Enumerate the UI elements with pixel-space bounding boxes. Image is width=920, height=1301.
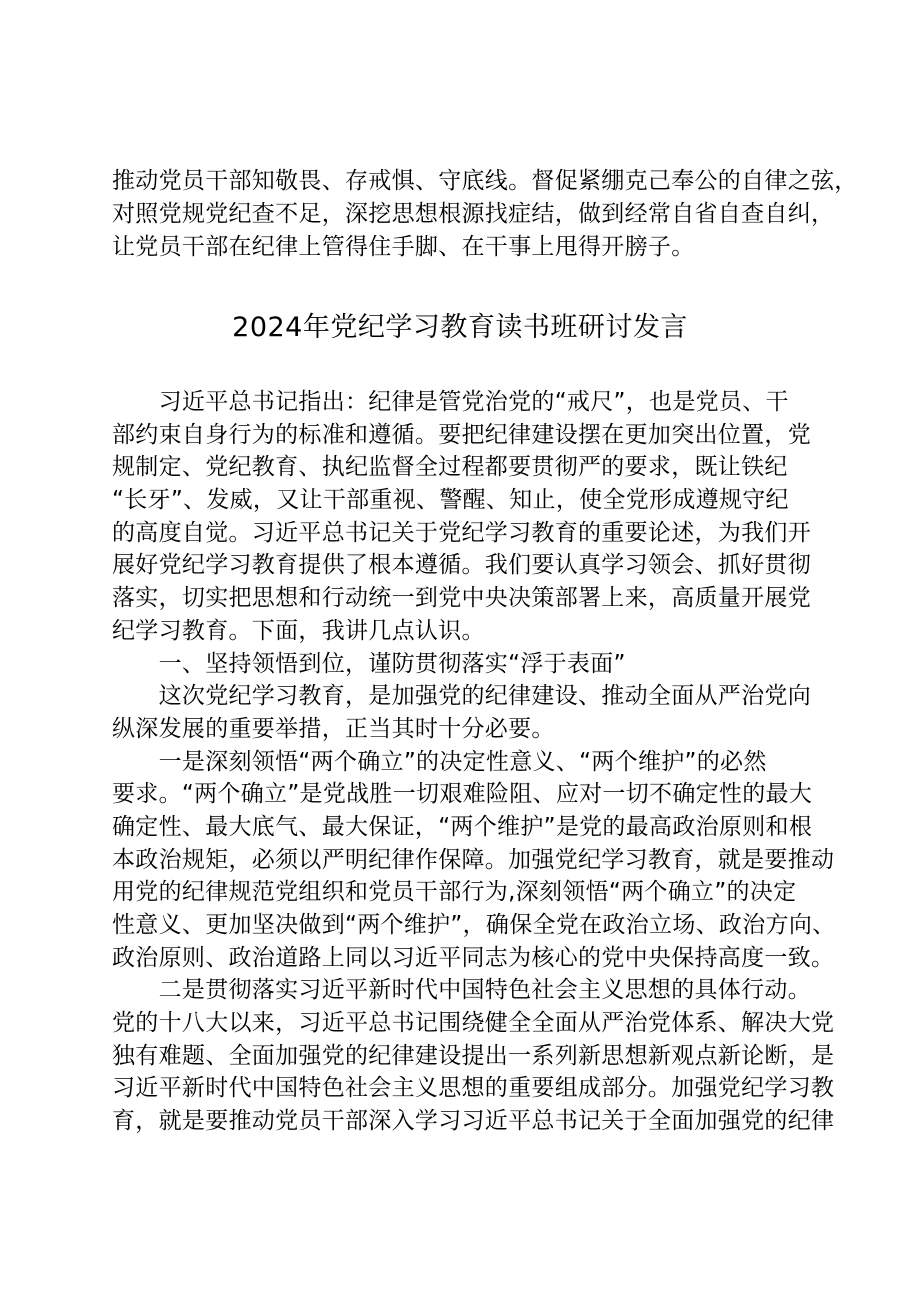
body-line: 规制定、党纪教育、执纪监督全过程都要贯彻严的要求，既让铁纪 <box>112 454 788 481</box>
body-line: 纪学习教育。下面，我讲几点认识。 <box>112 617 485 644</box>
body-line: 落实，切实把思想和行动统一到党中央决策部署上来，高质量开展党 <box>112 585 811 612</box>
body-line: 展好党纪学习教育提供了根本遵循。我们要认真学习领会、抓好贯彻 <box>112 552 811 579</box>
body-line: “长牙”、发威，又让干部重视、警醒、知止，使全党形成遵规守纪 <box>112 487 789 514</box>
body-text <box>112 386 836 1138</box>
body-line: 要求。“两个确立”是党战胜一切艰难险阻、应对一切不确定性的最大 <box>112 781 813 808</box>
intro-line: 推动党员干部知敬畏、存戒惧、守底线。督促紧绷克己奉公的自律之弦， <box>112 168 858 194</box>
body-line: 确定性、最大底气、最大保证，“两个维护”是党的最高政治原则和根 <box>112 813 813 840</box>
intro-line: 让党员干部在纪律上管得住手脚、在干事上甩得开膀子。 <box>112 234 695 260</box>
body-line: 的高度自觉。习近平总书记关于党纪学习教育的重要论述，为我们开 <box>112 519 811 546</box>
body-line: 习近平总书记指出：纪律是管党治党的“戒尺”，也是党员、干 <box>112 389 789 415</box>
body-line: 育，就是要推动党员干部深入学习习近平总书记关于全面加强党的纪律 <box>112 1108 835 1135</box>
body-line: 部约束自身行为的标准和遵循。要把纪律建设摆在更加突出位置，党 <box>112 421 811 448</box>
body-line: 纵深发展的重要举措，正当其时十分必要。 <box>112 715 555 742</box>
body-line: 本政治规矩，必须以严明纪律作保障。加强党纪学习教育，就是要推动 <box>112 846 835 873</box>
body-line: 这次党纪学习教育，是加强党的纪律建设、推动全面从严治党向 <box>112 683 811 710</box>
section-heading: 一、坚持领悟到位，谨防贯彻落实“浮于表面” <box>112 650 626 677</box>
body-line: 习近平新时代中国特色社会主义思想的重要组成部分。加强党纪学习教 <box>112 1075 835 1102</box>
body-line: 二是贯彻落实习近平新时代中国特色社会主义思想的具体行动。 <box>112 977 811 1004</box>
intro-paragraph <box>112 165 858 264</box>
document-title: 2024年党纪学习教育读书班研讨发言 <box>232 312 688 343</box>
intro-line: 对照党规党纪查不足，深挖思想根源找症结，做到经常自省自查自纠， <box>112 201 835 227</box>
body-line: 政治原则、政治道路上同以习近平同志为核心的党中央保持高度一致。 <box>112 944 835 971</box>
body-line: 性意义、更加坚决做到“两个维护”，确保全党在政治立场、政治方向、 <box>112 912 836 938</box>
body-line: 独有难题、全面加强党的纪律建设提出一系列新思想新观点新论断，是 <box>112 1042 835 1069</box>
body-line: 一是深刻领悟“两个确立”的决定性意义、“两个维护”的必然 <box>112 748 767 775</box>
body-line: 用党的纪律规范党组织和党员干部行为,深刻领悟“两个确立”的决定 <box>112 879 797 906</box>
body-line: 党的十八大以来，习近平总书记围绕健全全面从严治党体系、解决大党 <box>112 1010 835 1037</box>
